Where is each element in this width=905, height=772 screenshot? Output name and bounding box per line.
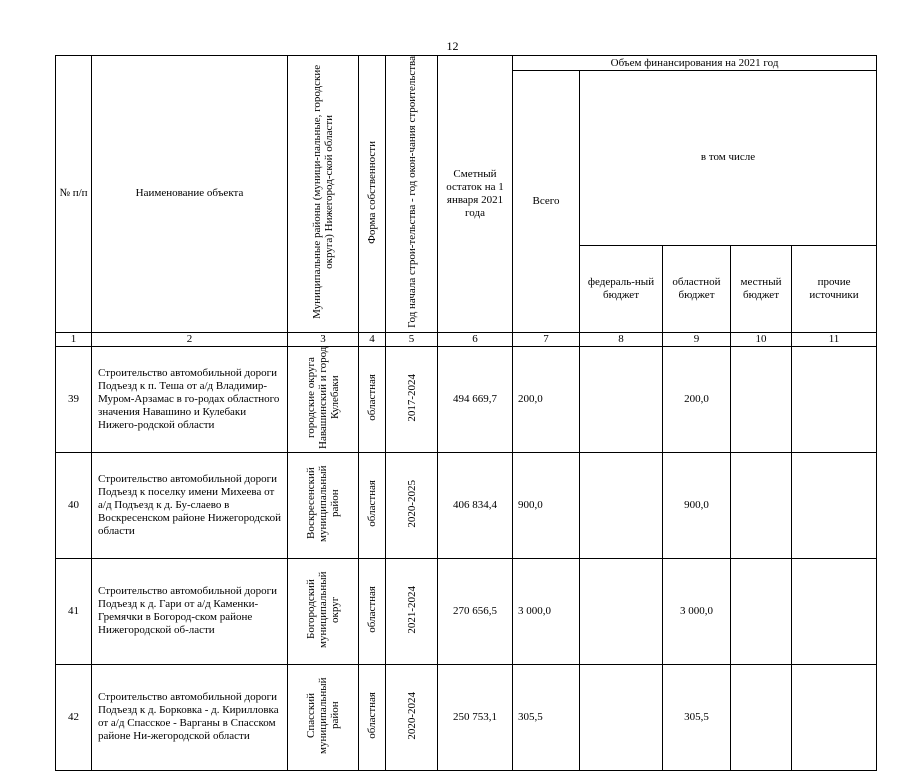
regional-value: 305,5: [663, 664, 731, 770]
ownership-cell: [359, 452, 386, 558]
ownership-cell: [359, 346, 386, 452]
object-name: Строительство автомобильной дороги Подъезд к д. Борковка - д. Кирилловка от а/д Спасское - Варганы в Спасском районе Ни-жегородской области: [92, 664, 288, 770]
district-text: Воскресенский муниципальный район: [305, 465, 341, 542]
regional-value: 3 000,0: [663, 558, 731, 664]
district-cell: [288, 664, 359, 770]
district-cell: [288, 346, 359, 452]
financing-table: [55, 55, 877, 771]
estimate-value: 250 753,1: [438, 664, 513, 770]
local-value: [731, 664, 792, 770]
row-num: 39: [56, 346, 92, 452]
page-number: 12: [446, 39, 459, 53]
row-num: 42: [56, 664, 92, 770]
total-value: 305,5: [513, 664, 580, 770]
column-number: 4: [359, 332, 386, 346]
federal-value: [580, 558, 663, 664]
district-text: Богородский муниципальный округ: [305, 571, 341, 648]
federal-value: [580, 664, 663, 770]
object-name: Строительство автомобильной дороги Подъезд к д. Гари от а/д Каменки-Гремячки в Богород-ском районе Нижегородской об-ласти: [92, 558, 288, 664]
years-text: 2020-2024: [405, 691, 418, 740]
years-cell: [386, 452, 438, 558]
table-row: [56, 558, 877, 664]
district-cell: [288, 452, 359, 558]
total-value: 3 000,0: [513, 558, 580, 664]
column-number: 6: [438, 332, 513, 346]
ownership-cell: [359, 558, 386, 664]
column-number: 10: [731, 332, 792, 346]
ownership-text: областная: [366, 480, 378, 527]
table-row: [56, 664, 877, 770]
table-row: [56, 452, 877, 558]
estimate-value: 494 669,7: [438, 346, 513, 452]
header-district: Муниципальные районы (муници-пальные, городские округа) Нижегород-ской области: [288, 56, 359, 333]
column-number: 8: [580, 332, 663, 346]
column-number: 1: [56, 332, 92, 346]
other-value: [792, 452, 877, 558]
ownership-text: областная: [366, 586, 378, 633]
ownership-text: областная: [366, 374, 378, 421]
ownership-text: областная: [366, 692, 378, 739]
header-name: Наименование объекта: [92, 56, 288, 333]
header-estimate: Сметный остаток на 1 января 2021 года: [438, 56, 513, 333]
local-value: [731, 346, 792, 452]
table-row: [56, 346, 877, 452]
column-number: 9: [663, 332, 731, 346]
years-cell: [386, 664, 438, 770]
column-numbers-row: [56, 332, 877, 346]
row-num: 40: [56, 452, 92, 558]
column-number: 11: [792, 332, 877, 346]
header-regional: областной бюджет: [663, 245, 731, 332]
object-name: Строительство автомобильной дороги Подъезд к поселку имени Михеева от а/д Подъезд к д. Бу-слаево в Воскресенском районе Нижегородской области: [92, 452, 288, 558]
years-text: 2021-2024: [405, 585, 418, 634]
header-financing: Объем финансирования на 2021 год: [513, 56, 877, 71]
federal-value: [580, 452, 663, 558]
header-federal: федераль-ный бюджет: [580, 245, 663, 332]
header-local: местный бюджет: [731, 245, 792, 332]
years-text: 2017-2024: [405, 373, 418, 422]
regional-value: 900,0: [663, 452, 731, 558]
ownership-cell: [359, 664, 386, 770]
header-total: Всего: [513, 71, 580, 333]
local-value: [731, 558, 792, 664]
district-text: городские округа Навашинский и город Кулебаки: [305, 346, 341, 449]
total-value: 900,0: [513, 452, 580, 558]
header-years: Год начала строи-тельства - год окон-чания строительства: [386, 56, 438, 333]
header-other: прочие источники: [792, 245, 877, 332]
other-value: [792, 346, 877, 452]
header-ownership: Форма собственности: [359, 56, 386, 333]
other-value: [792, 558, 877, 664]
local-value: [731, 452, 792, 558]
header-num: № п/п: [56, 56, 92, 333]
object-name: Строительство автомобильной дороги Подъезд к п. Теша от а/д Владимир-Муром-Арзамас в го-родах областного значения Навашино и Кулебаки Нижего-родской области: [92, 346, 288, 452]
district-cell: [288, 558, 359, 664]
district-text: Спасский муниципальный район: [305, 677, 341, 754]
estimate-value: 406 834,4: [438, 452, 513, 558]
column-number: 2: [92, 332, 288, 346]
column-number: 3: [288, 332, 359, 346]
header-including: в том числе: [580, 71, 877, 246]
years-cell: [386, 346, 438, 452]
other-value: [792, 664, 877, 770]
years-cell: [386, 558, 438, 664]
regional-value: 200,0: [663, 346, 731, 452]
column-number: 7: [513, 332, 580, 346]
federal-value: [580, 346, 663, 452]
row-num: 41: [56, 558, 92, 664]
total-value: 200,0: [513, 346, 580, 452]
header-row-1: [56, 56, 877, 71]
estimate-value: 270 656,5: [438, 558, 513, 664]
column-number: 5: [386, 332, 438, 346]
years-text: 2020-2025: [405, 479, 418, 528]
